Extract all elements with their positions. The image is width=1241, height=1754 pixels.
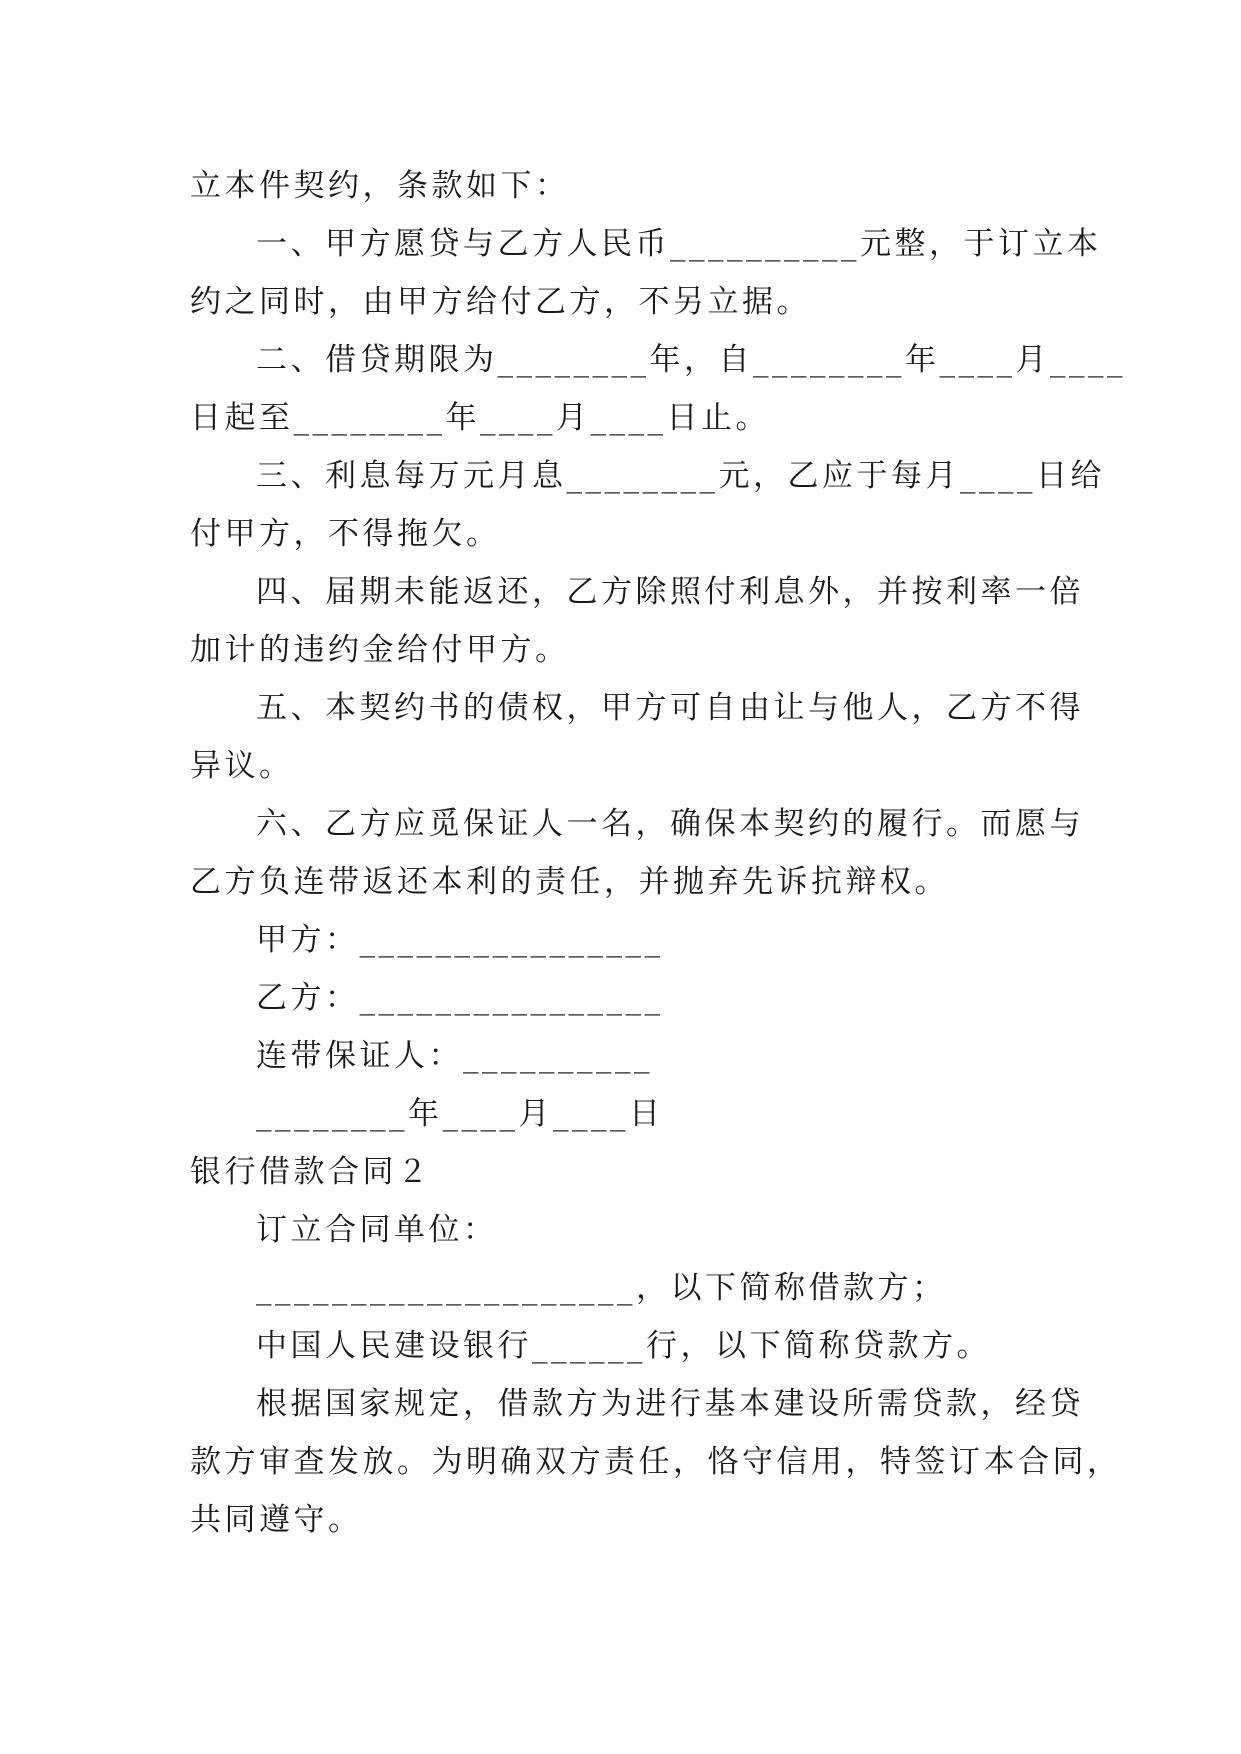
signature-guarantor: 连带保证人：__________	[256, 1038, 653, 1074]
signature-party-b: 乙方：________________	[256, 980, 664, 1016]
preamble-line-3: 共同遵守。	[190, 1502, 363, 1538]
contract-parties-label: 订立合同单位：	[256, 1212, 498, 1248]
lender-line: 中国人民建设银行______行，以下简称贷款方。	[256, 1328, 991, 1364]
borrower-line: ____________________，以下简称借款方；	[256, 1270, 947, 1306]
clause-2-line-2: 日起至________年____月____日止。	[190, 400, 770, 436]
clause-6-line-2: 乙方负连带返还本利的责任，并抛弃先诉抗辩权。	[190, 864, 949, 900]
contract-intro-line: 立本件契约，条款如下：	[190, 168, 570, 204]
clause-1-line-2: 约之同时，由甲方给付乙方，不另立据。	[190, 284, 811, 320]
clause-4-line-1: 四、届期未能返还，乙方除照付利息外，并按利率一倍	[256, 574, 1084, 610]
clause-1-line-1: 一、甲方愿贷与乙方人民币__________元整，于订立本	[256, 226, 1102, 262]
section-heading: 银行借款合同２	[190, 1154, 432, 1190]
clause-4-line-2: 加计的违约金给付甲方。	[190, 632, 570, 668]
clause-3-line-2: 付甲方，不得拖欠。	[190, 516, 501, 552]
clause-3-line-1: 三、利息每万元月息________元，乙应于每月____日给	[256, 458, 1105, 494]
clause-6-line-1: 六、乙方应觅保证人一名，确保本契约的履行。而愿与	[256, 806, 1084, 842]
clause-5-line-2: 异议。	[190, 748, 294, 784]
preamble-line-1: 根据国家规定，借款方为进行基本建设所需贷款，经贷	[256, 1386, 1084, 1422]
preamble-line-2: 款方审查发放。为明确双方责任，恪守信用，特签订本合同，	[190, 1444, 1122, 1480]
clause-2-line-1: 二、借贷期限为________年，自________年____月____	[256, 342, 1126, 378]
signature-date: ________年____月____日	[256, 1096, 664, 1132]
signature-party-a: 甲方：________________	[256, 922, 664, 958]
clause-5-line-1: 五、本契约书的债权，甲方可自由让与他人，乙方不得	[256, 690, 1084, 726]
